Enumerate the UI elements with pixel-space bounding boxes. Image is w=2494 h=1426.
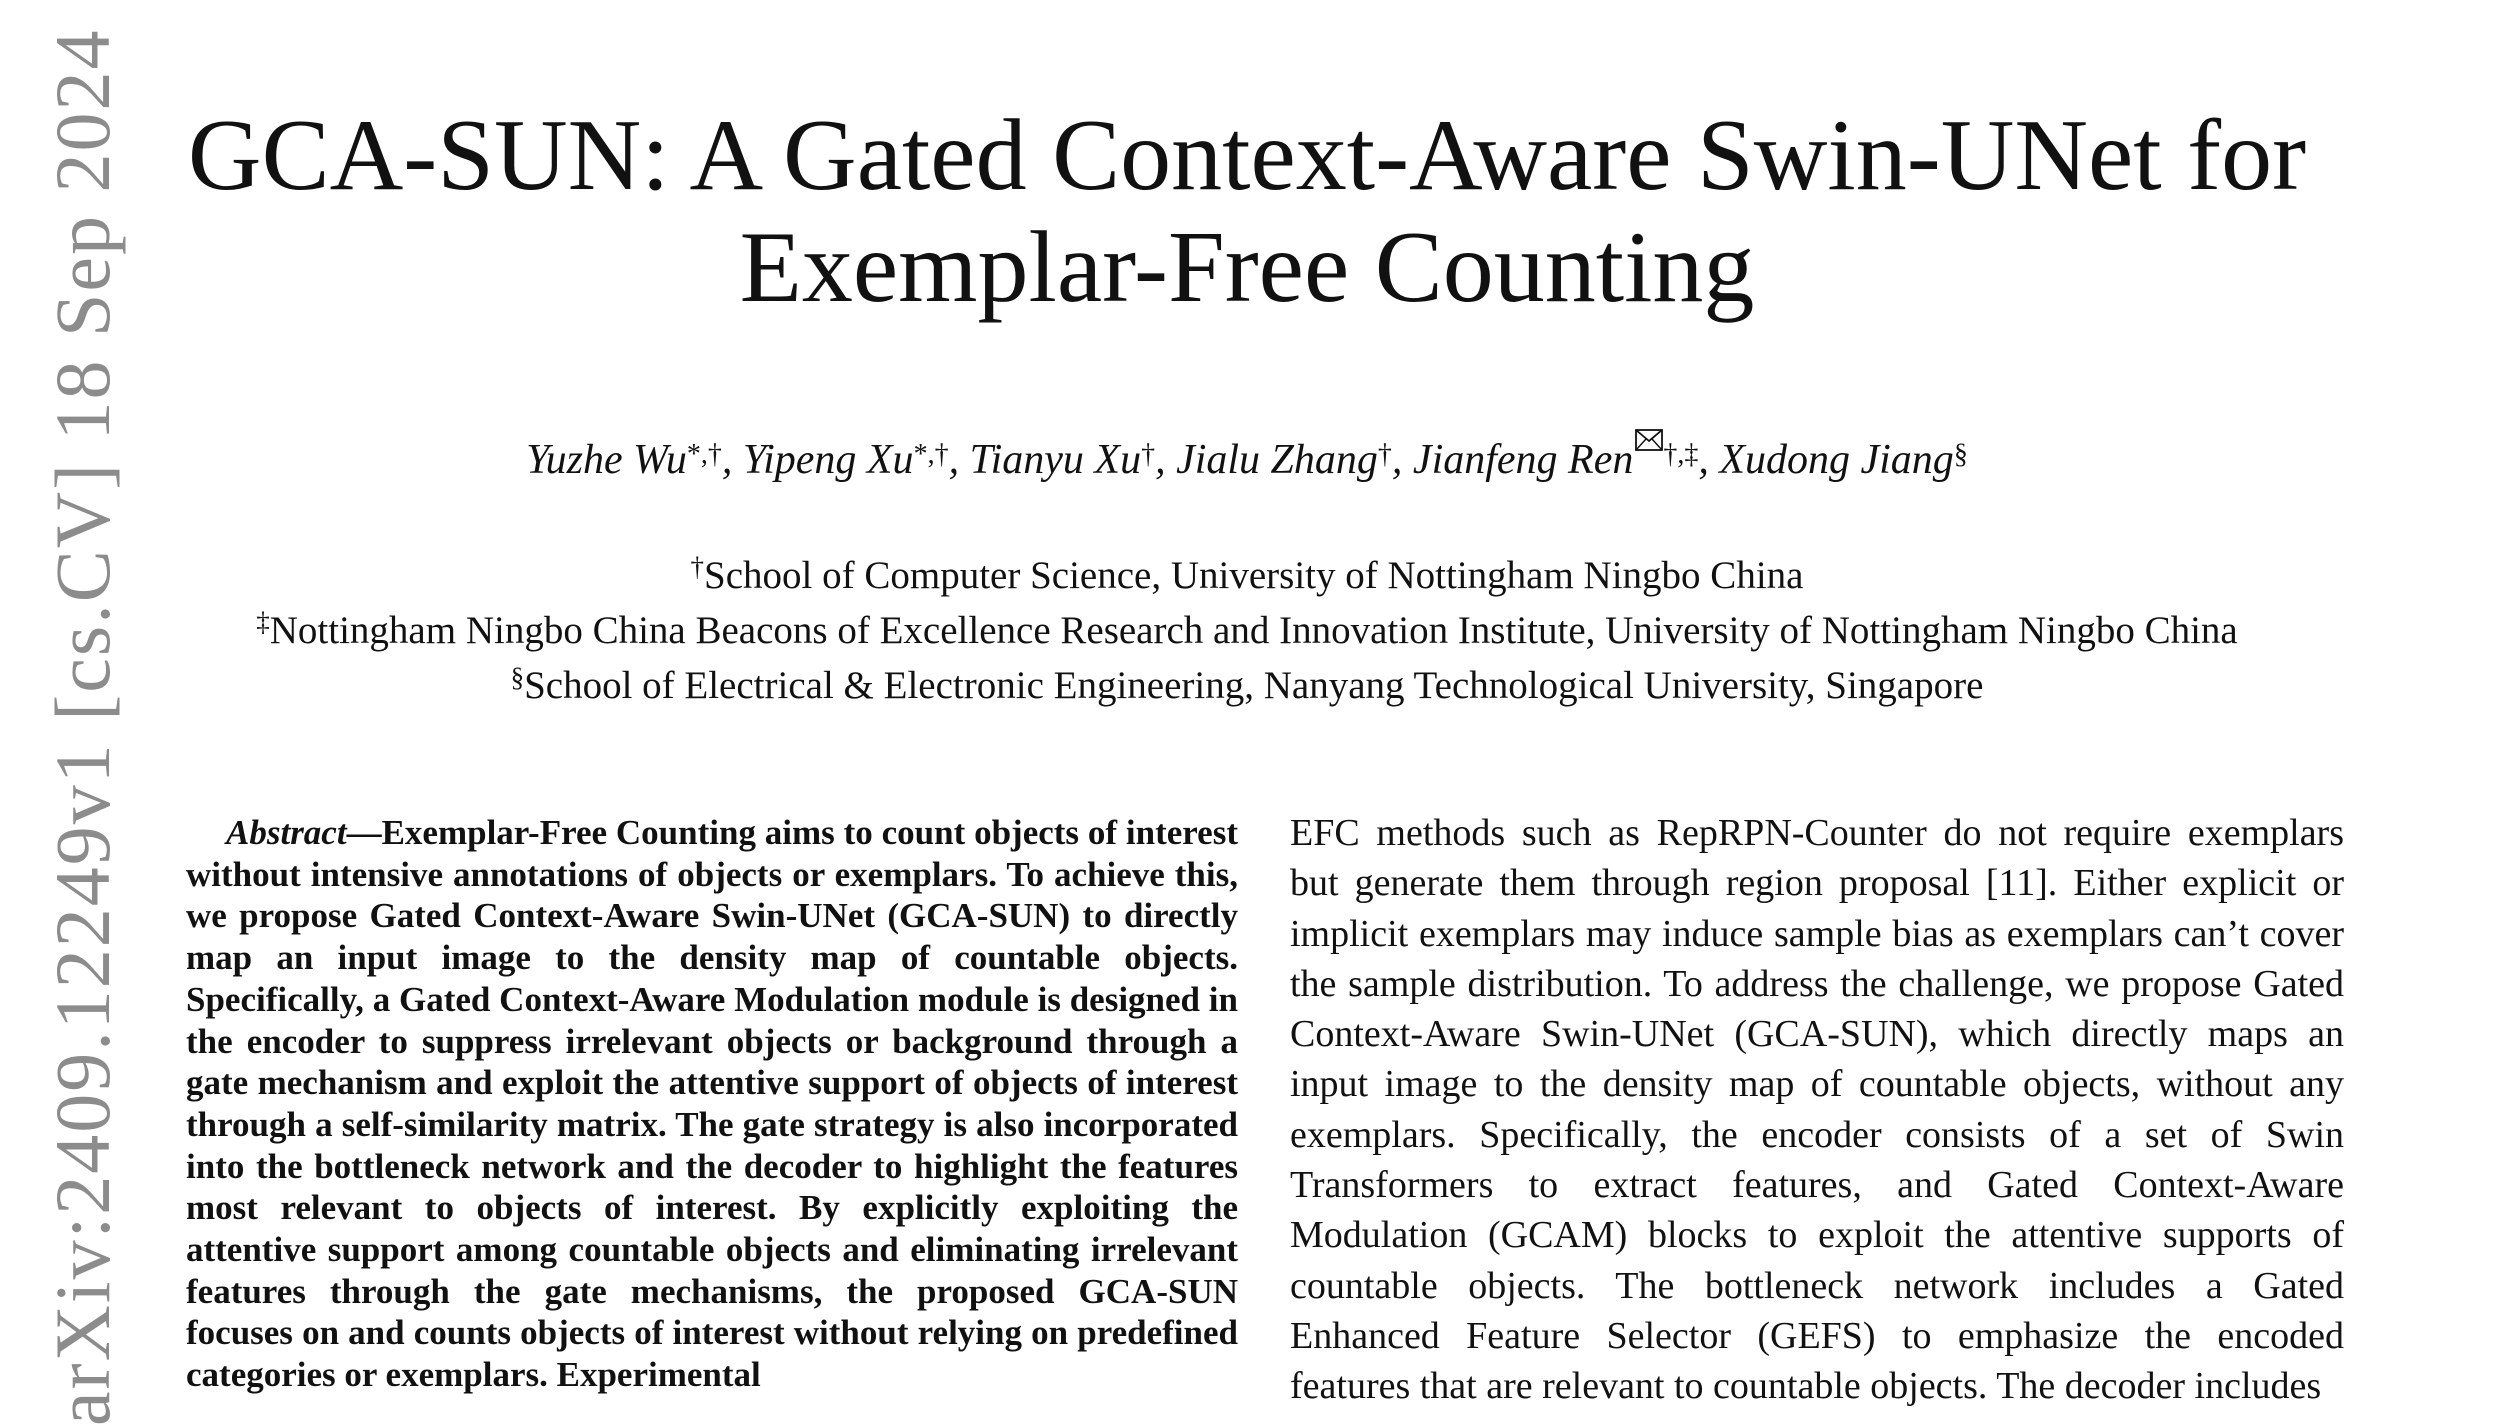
author-list: Yuzhe Wu*,†, Yipeng Xu*,†, Tianyu Xu†, Jialu Zhang†, Jianfeng Ren †,‡, Xudong Jiang§	[160, 430, 2334, 495]
author-marks: †,‡	[1663, 439, 1699, 470]
arxiv-stamp: arXiv:2409.12249v1 [cs.CV] 18 Sep 2024	[39, 28, 126, 1426]
abstract-label: Abstract	[226, 813, 347, 852]
affiliation-mark: §	[510, 662, 525, 692]
affiliation-list	[120, 550, 2374, 715]
author-5	[1413, 437, 1698, 483]
title-line-1: GCA-SUN: A Gated Context-Aware Swin-UNet for	[187, 99, 2307, 212]
author-marks: §	[1953, 439, 1968, 470]
affiliation-text: School of Computer Science, University of Nottingham Ningbo China	[704, 554, 1804, 597]
author-name: Xudong Jiang	[1719, 437, 1954, 483]
author-name: Jialu Zhang	[1176, 437, 1378, 483]
abstract-text: —Exemplar-Free Counting aims to count objects of interest without intensive annotations of objects or exemplars. To achieve this, we propose Gated Context-Aware Swin-UNet (GCA-SUN) to directly map an input image to the density map of countable objects. Specifically, a Gated Context-Aware Modulation module is designed in the encoder to suppress irrelevant objects or background through a gate mechanism and exploit the attentive support of objects of interest through a self-similarity matrix. The gate strategy is also incorporated into the bottleneck network and the decoder to highlight the features most relevant to objects of interest. By explicitly exploiting the attentive support among countable objects and eliminating irrelevant features through the gate mechanisms, the proposed GCA-SUN focuses on and counts objects of interest without relying on predefined categories or exemplars. Experimental	[186, 813, 1238, 1395]
abstract-paragraph	[186, 812, 1238, 1396]
affiliation-3	[120, 660, 2374, 715]
author-1	[526, 437, 722, 483]
author-name: Tianyu Xu	[969, 437, 1142, 483]
author-marks: †	[1377, 439, 1392, 470]
affiliation-mark: †	[690, 552, 705, 582]
author-name: Yipeng Xu	[742, 437, 914, 483]
author-3	[970, 437, 1156, 483]
affiliation-text: School of Electrical & Electronic Engineering, Nanyang Technological University, Singapore	[524, 664, 1984, 707]
author-2	[743, 437, 949, 483]
paper-title	[120, 100, 2374, 324]
author-marks: †	[1141, 439, 1156, 470]
author-name: Yuzhe Wu	[526, 437, 687, 483]
author-4	[1176, 437, 1392, 483]
affiliation-2	[120, 605, 2374, 660]
affiliation-mark: ‡	[256, 607, 270, 637]
author-marks: *,†	[686, 439, 722, 470]
affiliation-1	[120, 550, 2374, 605]
affiliation-text: Nottingham Ningbo China Beacons of Excellence Research and Innovation Institute, University of Nottingham Ningbo China	[269, 609, 2238, 652]
intro-paragraph: EFC methods such as RepRPN-Counter do not require exemplars but generate them through region proposal [11]. Either explicit or implicit exemplars may induce sample bias as exemplars can’t cover the sample distribution. To address the challenge, we propose Gated Context-Aware Swin-UNet (GCA-SUN), which directly maps an input image to the density map of countable objects, without any exemplars. Specifically, the encoder consists of a set of Swin Transformers to extract features, and Gated Context-Aware Modulation (GCAM) blocks to exploit the attentive supports of countable objects. The bottleneck network includes a Gated Enhanced Feature Selector (GEFS) to emphasize the encoded features that are relevant to countable objects. The decoder includes	[1290, 812, 2344, 1408]
author-6	[1719, 437, 1967, 483]
author-name: Jianfeng Ren	[1412, 437, 1634, 483]
envelope-icon	[1635, 429, 1663, 451]
title-line-2: Exemplar-Free Counting	[739, 211, 1755, 324]
author-marks: *,†	[913, 439, 949, 470]
